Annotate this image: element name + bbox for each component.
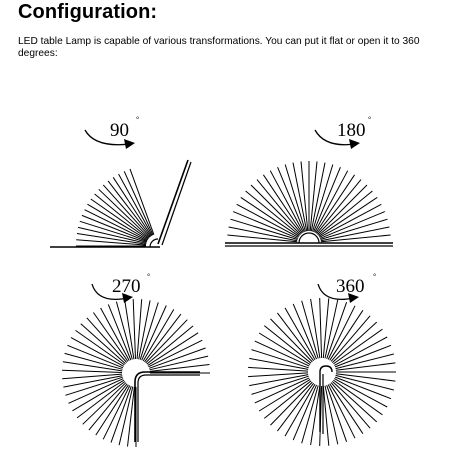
leaf-line — [149, 340, 203, 367]
leaf-line — [264, 381, 311, 419]
leaf-line — [62, 370, 122, 372]
leaf-line — [332, 381, 376, 422]
leaf-line — [137, 299, 142, 359]
degree-symbol: ° — [136, 115, 140, 124]
leaf-line — [87, 204, 147, 240]
leaf-line — [89, 384, 127, 430]
angle-label-90: 90 — [110, 120, 129, 141]
lamp-fan-icon — [50, 160, 191, 247]
config-270-figure — [50, 262, 240, 452]
angle-label-270: 270 — [112, 276, 141, 297]
degree-symbol: ° — [368, 115, 372, 124]
leaf-line — [69, 379, 124, 404]
leaf-line — [99, 189, 150, 237]
leaf-line — [103, 386, 130, 440]
leaf-line — [331, 316, 370, 362]
leaf-line — [264, 326, 311, 364]
leaf-line — [271, 382, 313, 425]
config-360-figure — [220, 262, 410, 452]
degree-symbol: ° — [373, 272, 377, 281]
leaf-line — [325, 386, 338, 445]
description: LED table Lamp is capable of various transformations. You can put it flat or open it to 360 degrees: — [18, 36, 420, 59]
angle-label-360: 360 — [336, 276, 365, 297]
leaf-line — [323, 386, 329, 446]
lamp-fan-icon — [225, 161, 393, 246]
leaf-line — [332, 322, 376, 363]
leaf-line — [62, 374, 122, 379]
leaf-line — [323, 298, 329, 358]
degree-symbol: ° — [147, 272, 151, 281]
leaf-line — [133, 299, 135, 359]
leaf-line — [271, 319, 313, 362]
leaf-line — [325, 300, 338, 359]
leaf-line — [145, 314, 181, 362]
leaf-line — [142, 306, 167, 361]
lamp-fan-icon — [248, 298, 396, 446]
lamp-fan-icon — [62, 299, 210, 447]
leaf-line — [93, 313, 128, 362]
leaf-line — [147, 326, 193, 364]
leaf-line — [139, 300, 150, 359]
leaf-line — [320, 298, 322, 358]
leaf-line — [335, 345, 391, 367]
page-title: Configuration: — [18, 1, 158, 23]
leaf-line — [103, 185, 150, 237]
angle-label-180: 180 — [337, 120, 366, 141]
leaf-line — [77, 382, 125, 418]
leaf-line — [331, 383, 370, 429]
leaf-line — [335, 377, 391, 399]
leaf-line — [63, 376, 122, 387]
leaf-line — [76, 330, 125, 365]
